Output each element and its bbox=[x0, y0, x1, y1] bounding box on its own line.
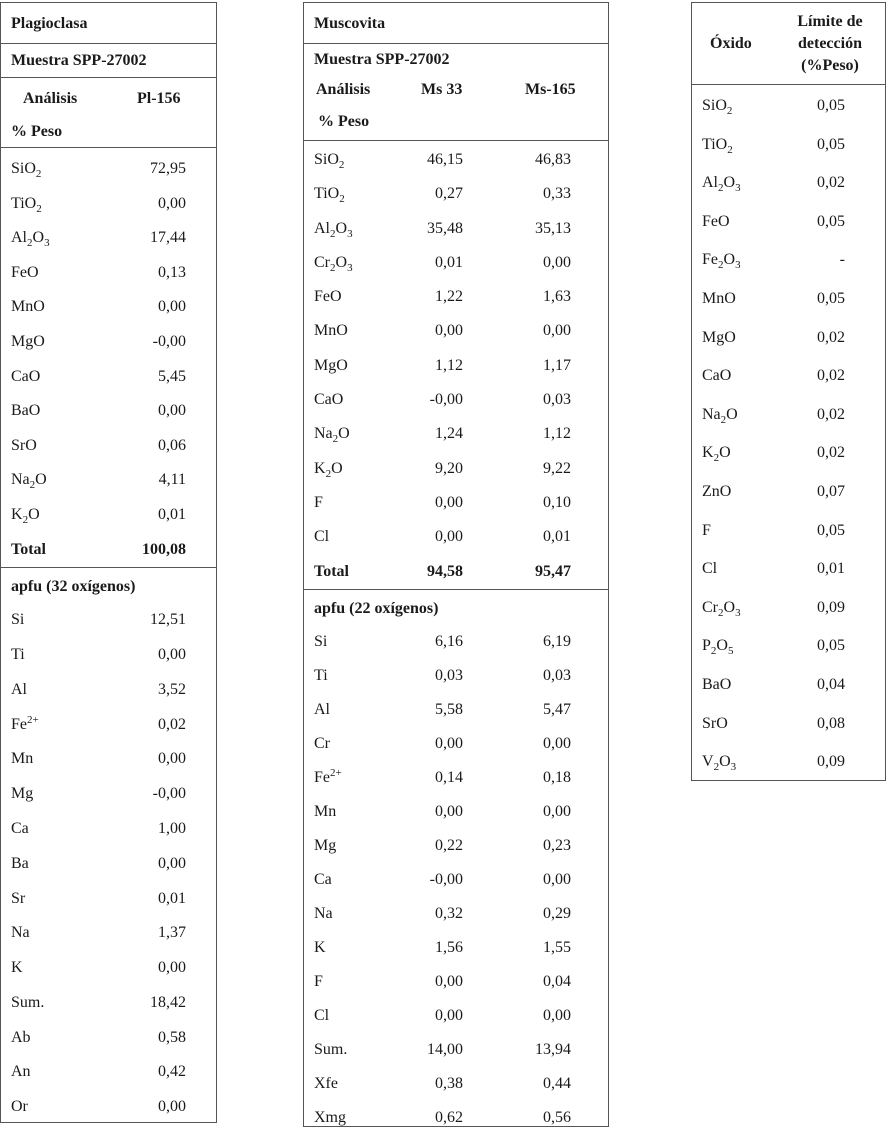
muscovita-apfu-title: apfu (22 oxígenos) bbox=[304, 589, 608, 625]
table-row bbox=[1, 638, 216, 673]
row-value: 0,09 bbox=[817, 598, 845, 616]
table-row bbox=[1, 256, 216, 291]
column-unit: % Peso bbox=[318, 113, 370, 130]
row-label: Ti bbox=[11, 645, 25, 663]
table-row bbox=[304, 659, 608, 693]
row-value: 0,05 bbox=[817, 637, 845, 655]
row-label: Or bbox=[11, 1098, 28, 1116]
row-label: Sum. bbox=[314, 1040, 348, 1058]
row-value: 0,05 bbox=[817, 289, 845, 307]
row-label: $K_2O$ bbox=[11, 505, 40, 526]
row-value: 0,00 bbox=[435, 322, 463, 340]
row-value: 0,01 bbox=[817, 560, 845, 578]
muscovita-title: Muscovita bbox=[304, 3, 608, 44]
row-value: 0,38 bbox=[435, 1074, 463, 1092]
table-row bbox=[692, 89, 885, 128]
row-value: 0,01 bbox=[158, 889, 186, 907]
table-row bbox=[1, 290, 216, 325]
row-label: Si bbox=[314, 632, 328, 650]
row-value: 0,06 bbox=[158, 436, 186, 454]
table-row bbox=[1, 673, 216, 708]
row-label: K bbox=[11, 959, 23, 977]
table-row bbox=[1, 882, 216, 917]
row-label: $K_2O$ bbox=[702, 444, 731, 465]
row-value: 0,00 bbox=[543, 870, 571, 888]
column-unit: % Peso bbox=[11, 123, 63, 140]
table-row bbox=[1, 847, 216, 882]
row-label: Cl bbox=[314, 528, 330, 546]
row-label: $V_2O_3$ bbox=[702, 753, 737, 774]
detection-rows bbox=[692, 85, 885, 784]
row-label: Al bbox=[314, 700, 330, 718]
muscovita-oxide-rows bbox=[304, 141, 608, 589]
table-row bbox=[1, 187, 216, 222]
row-label: Ca bbox=[11, 819, 29, 837]
row-value: 0,05 bbox=[817, 212, 845, 230]
row-value: 72,95 bbox=[150, 160, 186, 177]
row-value: 0,44 bbox=[543, 1074, 571, 1092]
table-row bbox=[304, 314, 608, 348]
row-label: Mn bbox=[11, 750, 34, 768]
row-value: 0,14 bbox=[435, 768, 463, 786]
row-label: MgO bbox=[11, 332, 45, 350]
column-limit-line-2: detección bbox=[798, 35, 862, 52]
table-row bbox=[304, 383, 608, 417]
row-label: Ba bbox=[11, 854, 29, 872]
row-value: 9,20 bbox=[435, 459, 463, 477]
table-row bbox=[304, 212, 608, 246]
row-label: $Al_2O_3$ bbox=[702, 174, 741, 195]
row-value: 5,45 bbox=[158, 367, 186, 385]
row-value: 0,02 bbox=[817, 174, 845, 192]
row-value: 1,55 bbox=[543, 938, 571, 956]
row-label: CaO bbox=[11, 367, 41, 385]
row-label: F bbox=[314, 972, 323, 990]
row-value: 17,44 bbox=[150, 229, 186, 247]
row-label: $Fe_2O_3$ bbox=[702, 251, 741, 272]
row-label: SiO$_2$ bbox=[702, 97, 733, 117]
plagioclasa-title: Plagioclasa bbox=[1, 3, 216, 44]
row-value: - bbox=[839, 251, 845, 269]
row-value: 0,03 bbox=[543, 391, 571, 409]
row-value: 3,52 bbox=[158, 680, 186, 698]
row-label: FeO bbox=[702, 212, 730, 230]
row-label: TiO$_2$ bbox=[702, 135, 733, 156]
table-row bbox=[304, 143, 608, 177]
row-label: Mg bbox=[314, 836, 337, 854]
row-label: $Al_2O_3$ bbox=[11, 229, 50, 250]
row-value: 0,18 bbox=[543, 768, 571, 786]
row-value: 0,58 bbox=[158, 1028, 186, 1046]
row-value: 6,19 bbox=[543, 632, 571, 650]
column-analysis: Análisis bbox=[316, 81, 371, 98]
row-label: Cl bbox=[702, 560, 718, 578]
table-row bbox=[692, 668, 885, 707]
row-value: 0,00 bbox=[158, 645, 186, 663]
row-value: 0,00 bbox=[158, 750, 186, 768]
table-row bbox=[1, 533, 216, 568]
row-label: $Al_2O_3$ bbox=[314, 219, 353, 240]
row-value: 6,16 bbox=[435, 632, 463, 650]
plagioclasa-sample: Muestra SPP-27002 bbox=[1, 44, 216, 78]
table-row bbox=[304, 1033, 608, 1067]
row-value: 0,04 bbox=[543, 972, 571, 990]
table-row bbox=[1, 951, 216, 986]
row-value: 9,22 bbox=[543, 459, 571, 477]
row-label: $Na_2O$ bbox=[11, 471, 47, 492]
table-row bbox=[304, 555, 608, 589]
table-row bbox=[304, 863, 608, 897]
row-value: -0,00 bbox=[429, 391, 463, 409]
row-value: 100,08 bbox=[142, 540, 186, 558]
table-row bbox=[692, 552, 885, 591]
muscovita-table bbox=[303, 2, 609, 1127]
row-value: 1,63 bbox=[543, 288, 571, 306]
row-value: 1,12 bbox=[435, 356, 463, 374]
row-value: 0,05 bbox=[817, 521, 845, 539]
plagioclasa-column-header bbox=[1, 78, 216, 148]
row-value: 1,37 bbox=[158, 924, 186, 942]
row-value: 1,22 bbox=[435, 288, 463, 306]
table-row bbox=[692, 243, 885, 282]
row-label: Total bbox=[11, 540, 46, 558]
row-value: 0,02 bbox=[158, 715, 186, 733]
row-value: 1,56 bbox=[435, 938, 463, 956]
row-label: Mg bbox=[11, 785, 34, 803]
column-oxide: Óxido bbox=[710, 35, 752, 52]
row-value: 0,00 bbox=[158, 402, 186, 420]
row-value: 0,32 bbox=[435, 904, 463, 922]
row-value: 0,62 bbox=[435, 1108, 463, 1126]
row-value: 0,33 bbox=[543, 185, 571, 203]
plagioclasa-oxide-rows bbox=[1, 148, 216, 567]
row-value: 0,00 bbox=[543, 1006, 571, 1024]
row-label: TiO$_2$ bbox=[314, 185, 345, 206]
table-row bbox=[304, 349, 608, 383]
row-value: 18,42 bbox=[150, 993, 186, 1011]
row-label: An bbox=[11, 1063, 31, 1081]
row-label: Ti bbox=[314, 666, 328, 684]
row-value: 46,15 bbox=[427, 151, 463, 168]
row-value: 0,27 bbox=[435, 185, 463, 203]
table-row bbox=[304, 829, 608, 863]
row-label: Si bbox=[11, 611, 25, 629]
row-label: Cl bbox=[314, 1006, 330, 1024]
row-value: 0,03 bbox=[543, 666, 571, 684]
muscovita-column-header bbox=[304, 75, 608, 141]
column-pl-156: Pl-156 bbox=[137, 90, 181, 107]
row-label: MnO bbox=[314, 322, 348, 340]
muscovita-sample: Muestra SPP-27002 bbox=[314, 51, 450, 68]
row-value: 0,00 bbox=[435, 493, 463, 511]
row-label: MgO bbox=[314, 356, 348, 374]
row-value: 5,58 bbox=[435, 700, 463, 718]
row-value: 0,05 bbox=[817, 97, 845, 114]
row-value: 0,00 bbox=[543, 734, 571, 752]
table-row bbox=[692, 591, 885, 630]
row-value: 0,05 bbox=[817, 135, 845, 153]
table-row bbox=[692, 321, 885, 360]
table-row bbox=[1, 394, 216, 429]
row-value: 0,01 bbox=[158, 505, 186, 523]
row-value: 46,83 bbox=[535, 151, 571, 168]
row-label: $Na_2O$ bbox=[702, 405, 738, 426]
row-label: Mn bbox=[314, 802, 337, 820]
table-row bbox=[1, 916, 216, 951]
muscovita-apfu-rows bbox=[304, 625, 608, 1135]
row-value: 0,02 bbox=[817, 405, 845, 423]
row-label: Al bbox=[11, 680, 27, 698]
table-row bbox=[692, 436, 885, 475]
table-row bbox=[304, 693, 608, 727]
row-label: SiO$_2$ bbox=[11, 160, 42, 180]
table-row bbox=[304, 486, 608, 520]
row-label: $Na_2O$ bbox=[314, 425, 350, 446]
row-value: 0,00 bbox=[158, 854, 186, 872]
table-row bbox=[304, 897, 608, 931]
table-row bbox=[692, 205, 885, 244]
row-value: 1,24 bbox=[435, 425, 463, 443]
row-value: 14,00 bbox=[427, 1040, 463, 1058]
table-row bbox=[692, 629, 885, 668]
column-limit-line-3: (%Peso) bbox=[801, 57, 859, 74]
table-row bbox=[692, 282, 885, 321]
row-value: 94,58 bbox=[427, 562, 463, 580]
row-value: 0,00 bbox=[158, 298, 186, 316]
table-row bbox=[692, 514, 885, 553]
row-value: 0,02 bbox=[817, 444, 845, 462]
table-row bbox=[1, 152, 216, 187]
row-label: Xfe bbox=[314, 1074, 338, 1092]
table-row bbox=[1, 812, 216, 847]
table-row bbox=[692, 707, 885, 746]
row-label: CaO bbox=[702, 367, 732, 385]
row-label: BaO bbox=[702, 675, 732, 693]
row-label: Sum. bbox=[11, 993, 45, 1011]
row-value: 13,94 bbox=[535, 1040, 571, 1058]
row-label: BaO bbox=[11, 402, 41, 420]
row-value: 0,00 bbox=[435, 528, 463, 546]
row-label: Ab bbox=[11, 1028, 31, 1046]
row-label: $Fe^{2+}$ bbox=[11, 713, 39, 733]
row-label: MnO bbox=[702, 289, 736, 307]
row-label: TiO$_2$ bbox=[11, 194, 42, 215]
table-row bbox=[304, 452, 608, 486]
table-row bbox=[1, 1055, 216, 1090]
row-value: 0,22 bbox=[435, 836, 463, 854]
row-label: F bbox=[702, 521, 711, 539]
row-label: SiO$_2$ bbox=[314, 151, 345, 171]
row-value: 0,10 bbox=[543, 493, 571, 511]
row-value: 12,51 bbox=[150, 611, 186, 629]
table-row bbox=[304, 761, 608, 795]
table-row bbox=[692, 745, 885, 784]
row-value: 0,02 bbox=[817, 367, 845, 385]
row-value: 0,00 bbox=[435, 734, 463, 752]
detection-limit-table bbox=[691, 2, 886, 781]
row-label: Na bbox=[11, 924, 30, 942]
row-label: FeO bbox=[314, 288, 342, 306]
table-row bbox=[692, 398, 885, 437]
table-row bbox=[304, 280, 608, 314]
row-value: 0,00 bbox=[543, 253, 571, 271]
row-value: 35,13 bbox=[535, 219, 571, 237]
row-value: -0,00 bbox=[152, 332, 186, 350]
row-label: Na bbox=[314, 904, 333, 922]
row-value: 0,00 bbox=[158, 1098, 186, 1116]
row-label: MnO bbox=[11, 298, 45, 316]
row-value: 0,42 bbox=[158, 1063, 186, 1081]
row-value: 0,01 bbox=[543, 528, 571, 546]
table-row bbox=[1, 463, 216, 498]
row-value: -0,00 bbox=[429, 870, 463, 888]
row-value: 0,08 bbox=[817, 714, 845, 732]
table-row bbox=[1, 986, 216, 1021]
row-label: $P_2O_5$ bbox=[702, 637, 734, 658]
row-label: Ca bbox=[314, 870, 332, 888]
table-row bbox=[692, 359, 885, 398]
table-row bbox=[1, 498, 216, 533]
row-value: 0,00 bbox=[435, 1006, 463, 1024]
row-value: 0,00 bbox=[158, 194, 186, 212]
table-row bbox=[304, 625, 608, 659]
table-row bbox=[304, 246, 608, 280]
row-value: 0,29 bbox=[543, 904, 571, 922]
table-row bbox=[1, 360, 216, 395]
row-label: $Fe^{2+}$ bbox=[314, 766, 342, 786]
row-label: K bbox=[314, 938, 326, 956]
row-value: 1,00 bbox=[158, 819, 186, 837]
table-row bbox=[304, 1067, 608, 1101]
table-row bbox=[304, 1101, 608, 1135]
row-value: 0,00 bbox=[543, 802, 571, 820]
table-row bbox=[692, 166, 885, 205]
row-label: FeO bbox=[11, 263, 39, 281]
row-value: 0,00 bbox=[543, 322, 571, 340]
table-row bbox=[304, 520, 608, 554]
table-row bbox=[1, 1021, 216, 1056]
row-value: 0,00 bbox=[435, 802, 463, 820]
table-row bbox=[1, 325, 216, 360]
table-row bbox=[1, 429, 216, 464]
column-ms-33: Ms 33 bbox=[421, 81, 463, 98]
row-label: $K_2O$ bbox=[314, 459, 343, 480]
plagioclasa-apfu-rows bbox=[1, 603, 216, 1125]
row-label: SrO bbox=[702, 714, 728, 732]
row-label: SrO bbox=[11, 436, 37, 454]
row-value: 0,09 bbox=[817, 753, 845, 771]
row-value: 95,47 bbox=[535, 562, 571, 580]
row-value: 0,04 bbox=[817, 675, 845, 693]
table-row bbox=[1, 1090, 216, 1125]
row-value: 1,17 bbox=[543, 356, 571, 374]
table-row bbox=[304, 727, 608, 761]
row-label: F bbox=[314, 493, 323, 511]
row-label: Total bbox=[314, 562, 349, 580]
row-value: 0,56 bbox=[543, 1108, 571, 1126]
row-label: $Cr_2O_3$ bbox=[314, 253, 353, 274]
row-value: 0,00 bbox=[435, 972, 463, 990]
column-limit-line-1: Límite de bbox=[797, 13, 863, 30]
row-label: Cr bbox=[314, 734, 330, 752]
row-label: CaO bbox=[314, 391, 344, 409]
detection-column-header bbox=[692, 3, 885, 85]
table-row bbox=[304, 931, 608, 965]
table-row bbox=[1, 221, 216, 256]
table-row bbox=[692, 475, 885, 514]
row-value: 0,13 bbox=[158, 263, 186, 281]
row-value: 0,01 bbox=[435, 253, 463, 271]
row-value: 0,03 bbox=[435, 666, 463, 684]
table-row bbox=[304, 965, 608, 999]
row-value: 0,02 bbox=[817, 328, 845, 346]
row-value: 4,11 bbox=[158, 471, 186, 489]
column-ms-165: Ms-165 bbox=[525, 81, 576, 98]
row-label: Xmg bbox=[314, 1108, 346, 1126]
plagioclasa-table bbox=[0, 2, 217, 1123]
row-value: -0,00 bbox=[152, 785, 186, 803]
table-row bbox=[304, 417, 608, 451]
plagioclasa-apfu-title: apfu (32 oxígenos) bbox=[1, 567, 216, 603]
table-row bbox=[304, 177, 608, 211]
row-label: $Cr_2O_3$ bbox=[702, 598, 741, 619]
table-row bbox=[1, 603, 216, 638]
table-row bbox=[304, 999, 608, 1033]
table-row bbox=[1, 708, 216, 743]
row-value: 1,12 bbox=[543, 425, 571, 443]
row-label: MgO bbox=[702, 328, 736, 346]
table-row bbox=[1, 777, 216, 812]
row-value: 0,23 bbox=[543, 836, 571, 854]
column-analysis: Análisis bbox=[23, 90, 78, 107]
row-label: ZnO bbox=[702, 482, 732, 500]
row-value: 35,48 bbox=[427, 219, 463, 237]
row-value: 0,00 bbox=[158, 959, 186, 977]
row-label: Sr bbox=[11, 889, 26, 907]
table-row bbox=[304, 795, 608, 829]
table-row bbox=[692, 128, 885, 167]
table-row bbox=[1, 742, 216, 777]
row-value: 5,47 bbox=[543, 700, 571, 718]
row-value: 0,07 bbox=[817, 482, 845, 500]
